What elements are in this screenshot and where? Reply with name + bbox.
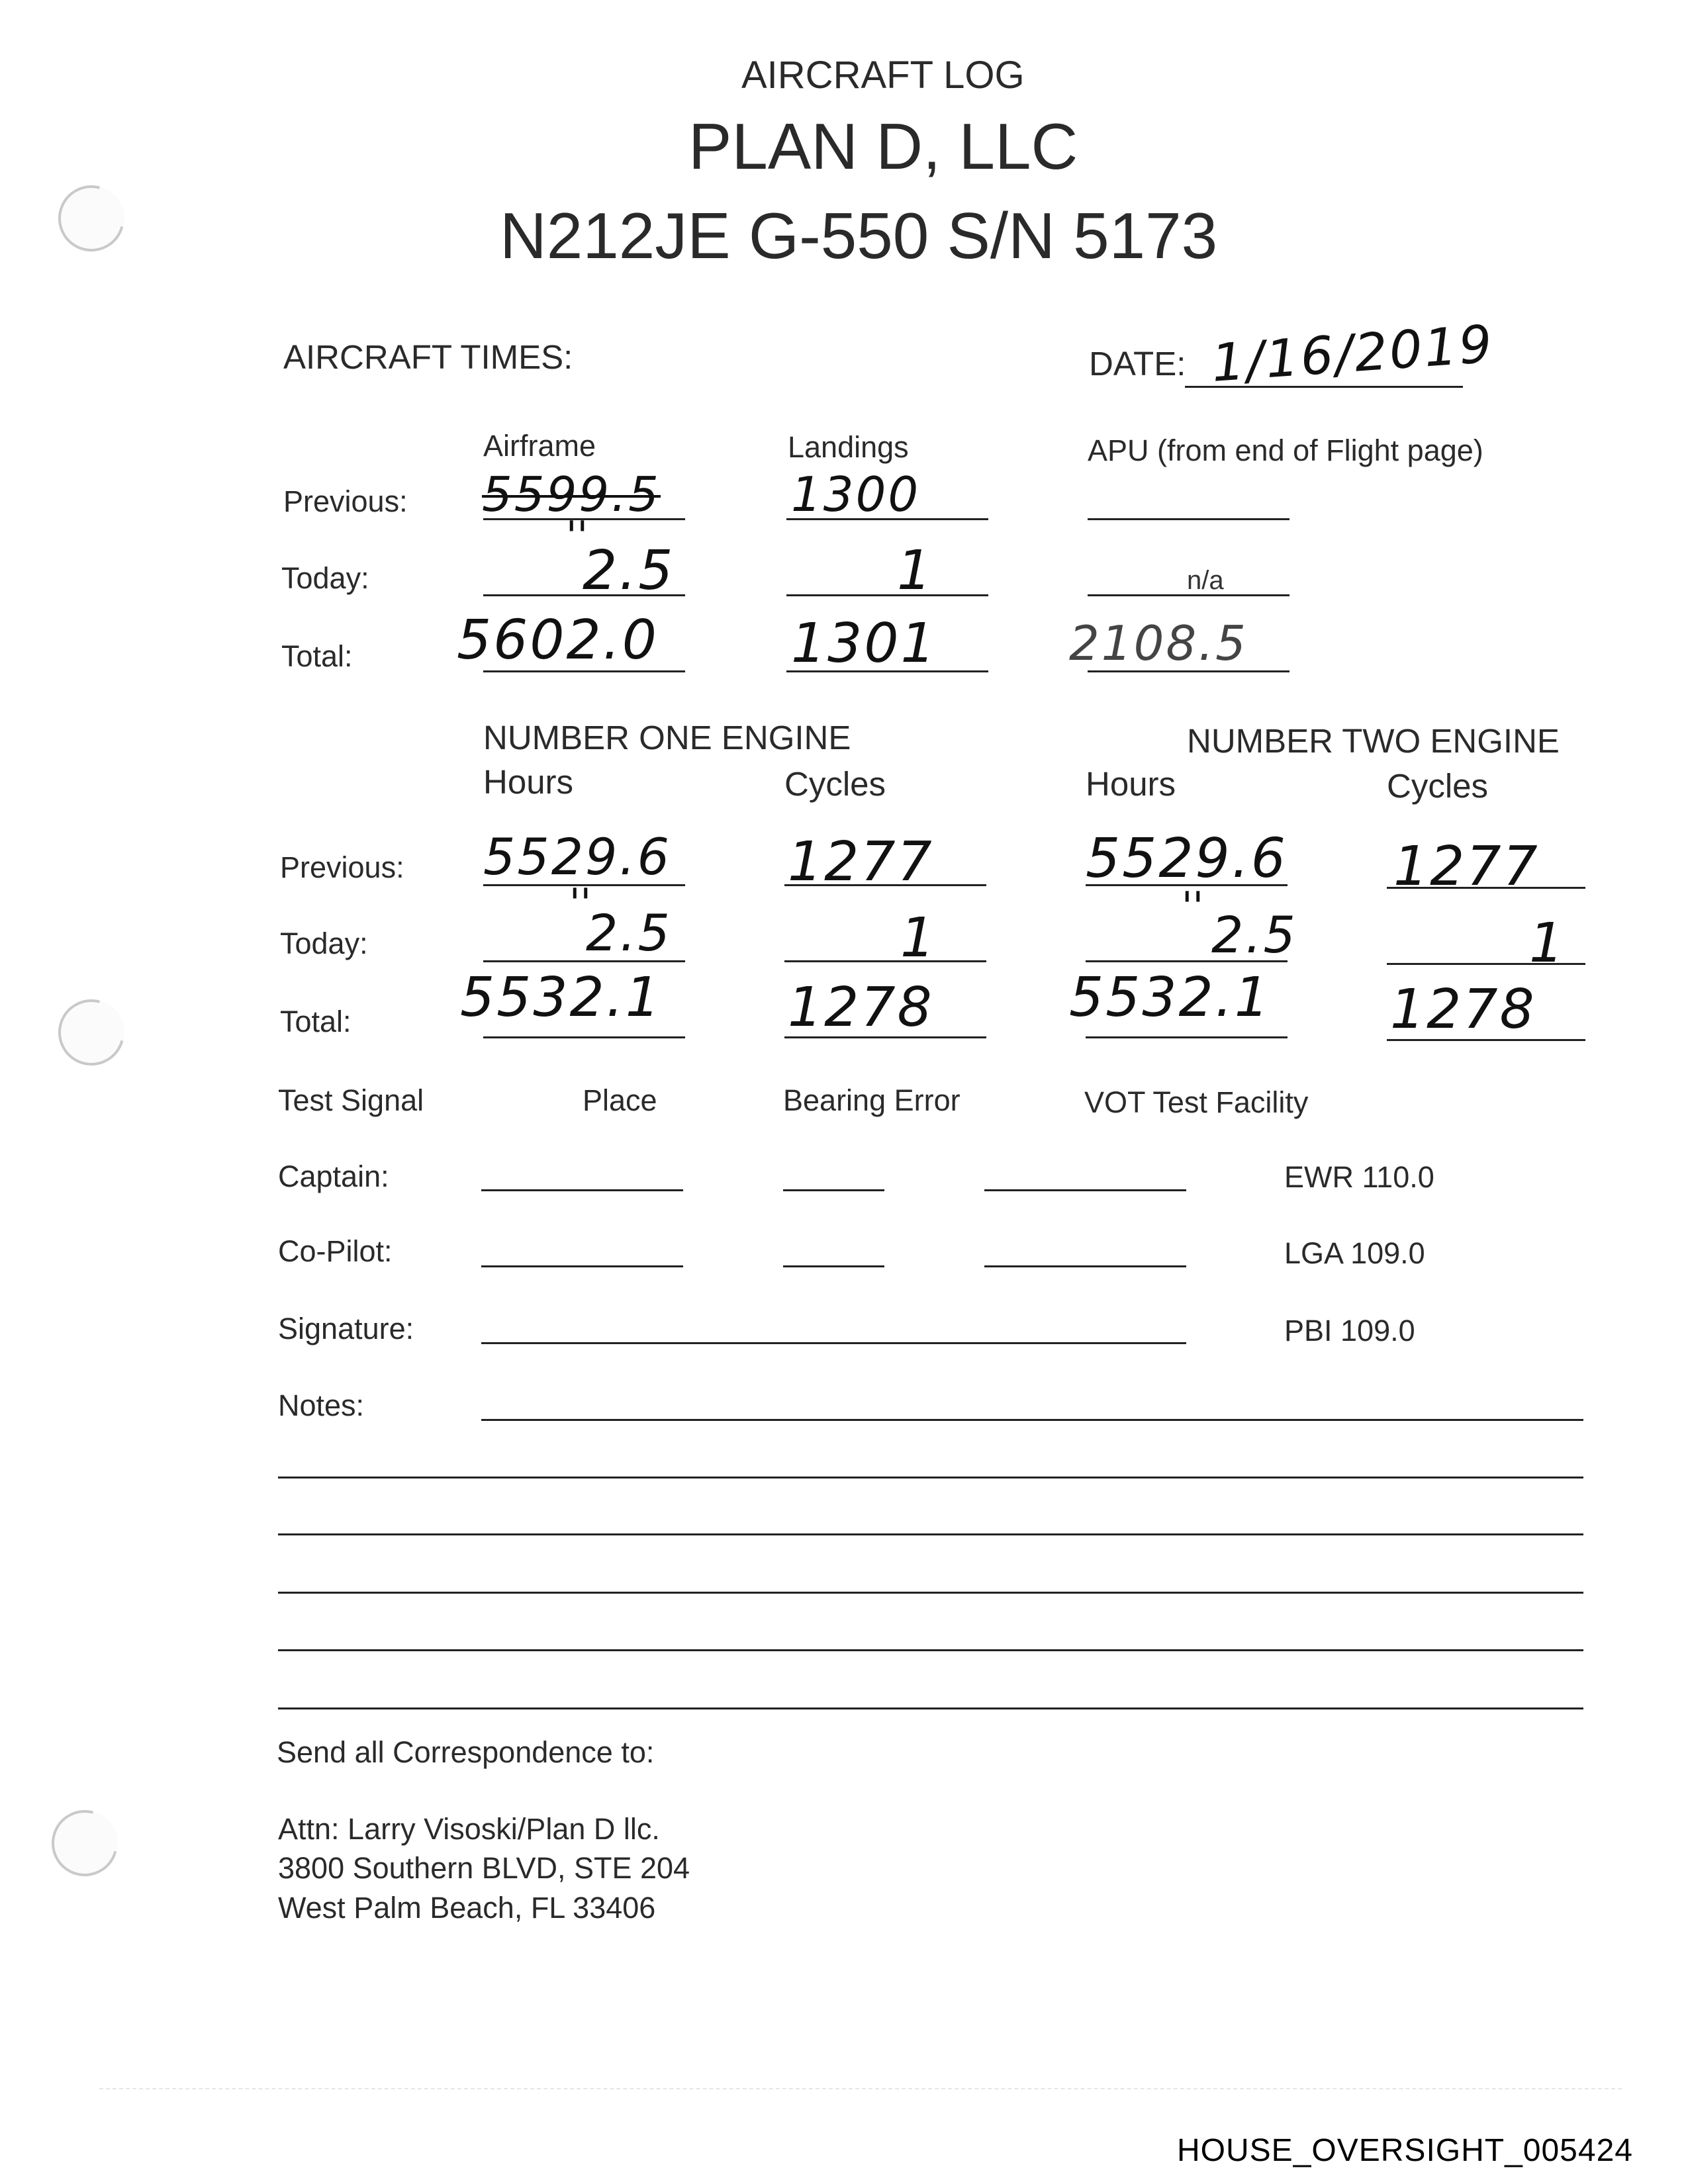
engine-two-cycles-previous-line bbox=[1387, 887, 1585, 889]
date-value: 1/16/2019 bbox=[1209, 314, 1496, 394]
col-airframe-label: Airframe bbox=[483, 429, 596, 463]
engine-one-cycles-label: Cycles bbox=[784, 765, 886, 803]
bearing-error-label: Bearing Error bbox=[783, 1083, 961, 1117]
airframe-today-line bbox=[483, 594, 685, 596]
copilot-place-line[interactable] bbox=[481, 1265, 683, 1267]
engine-two-cycles-total-line bbox=[1387, 1039, 1585, 1041]
notes-line-6[interactable] bbox=[278, 1707, 1583, 1709]
engine-two-hours-today-line bbox=[1086, 960, 1288, 962]
apu-today-value: n/a bbox=[1187, 566, 1224, 595]
engine-two-hours-today-marks: '' bbox=[1182, 884, 1203, 930]
landings-previous-line bbox=[786, 518, 988, 520]
form-title: AIRCRAFT LOG bbox=[741, 54, 1025, 97]
engine-one-hours-today-line bbox=[483, 960, 685, 962]
landings-total-value: 1301 bbox=[791, 612, 937, 675]
engine-one-hours-total: 5532.1 bbox=[460, 966, 662, 1029]
engine-one-cycles-previous: 1277 bbox=[788, 831, 934, 893]
scan-edge-line bbox=[99, 2088, 1622, 2089]
engine-one-title: NUMBER ONE ENGINE bbox=[483, 719, 851, 756]
engine-one-hours-today: 2.5 bbox=[586, 903, 672, 962]
airframe-previous-value: 5599.5 bbox=[482, 467, 661, 522]
facility-pbi: PBI 109.0 bbox=[1284, 1314, 1415, 1347]
engine-two-hours-label: Hours bbox=[1086, 765, 1176, 803]
airframe-today-value: 2.5 bbox=[583, 539, 675, 602]
landings-total-line bbox=[786, 670, 988, 672]
date-line bbox=[1185, 386, 1463, 388]
binder-hole-bottom bbox=[40, 1798, 130, 1889]
col-apu-label: APU (from end of Flight page) bbox=[1088, 433, 1483, 467]
notes-label: Notes: bbox=[278, 1388, 365, 1422]
engine-two-hours-total: 5532.1 bbox=[1069, 966, 1271, 1029]
engine-two-cycles-total: 1278 bbox=[1390, 978, 1536, 1041]
signature-line[interactable] bbox=[481, 1342, 1186, 1344]
engine-two-cycles-previous: 1277 bbox=[1393, 835, 1540, 898]
engine-one-cycles-total: 1278 bbox=[788, 976, 934, 1039]
apu-total-line bbox=[1088, 670, 1289, 672]
row-today-label: Today: bbox=[281, 561, 369, 595]
notes-line-5[interactable] bbox=[278, 1649, 1583, 1651]
landings-previous-value: 1300 bbox=[791, 467, 921, 522]
engine-one-cycles-today: 1 bbox=[900, 907, 937, 970]
landings-today-line bbox=[786, 594, 988, 596]
apu-total-value: 2108.5 bbox=[1069, 615, 1248, 671]
col-landings-label: Landings bbox=[788, 430, 909, 464]
airframe-today-marks: '' bbox=[566, 513, 588, 559]
aircraft-id: N212JE G-550 S/N 5173 bbox=[500, 199, 1218, 272]
engine-one-hours-previous: 5529.6 bbox=[483, 827, 671, 886]
row-previous-label: Previous: bbox=[283, 484, 408, 518]
place-label: Place bbox=[583, 1083, 657, 1117]
engine-one-cycles-total-line bbox=[784, 1036, 986, 1038]
engine-row-previous-label: Previous: bbox=[280, 850, 404, 884]
engine-one-cycles-today-line bbox=[784, 960, 986, 962]
engine-row-today-label: Today: bbox=[280, 927, 368, 960]
copilot-bearing-line[interactable] bbox=[783, 1265, 884, 1267]
engine-one-cycles-previous-line bbox=[784, 884, 986, 886]
engine-one-hours-label: Hours bbox=[483, 763, 574, 801]
correspondence-city: West Palm Beach, FL 33406 bbox=[278, 1891, 656, 1925]
binder-hole-top bbox=[46, 173, 137, 264]
notes-line-1[interactable] bbox=[481, 1419, 1583, 1421]
engine-two-cycles-today: 1 bbox=[1529, 912, 1566, 975]
notes-line-4[interactable] bbox=[278, 1592, 1583, 1594]
facility-lga: LGA 109.0 bbox=[1284, 1236, 1425, 1270]
airframe-previous-strikethrough bbox=[482, 495, 661, 498]
airframe-total-line bbox=[483, 670, 685, 672]
captain-bearing-line[interactable] bbox=[783, 1189, 884, 1191]
company-name: PLAN D, LLC bbox=[688, 110, 1078, 183]
engine-two-hours-previous: 5529.6 bbox=[1086, 827, 1288, 890]
correspondence-street: 3800 Southern BLVD, STE 204 bbox=[278, 1851, 690, 1885]
facility-ewr: EWR 110.0 bbox=[1284, 1160, 1434, 1194]
signature-label: Signature: bbox=[278, 1312, 414, 1345]
copilot-label: Co-Pilot: bbox=[278, 1234, 393, 1268]
copilot-facility-line[interactable] bbox=[984, 1265, 1186, 1267]
vot-facility-label: VOT Test Facility bbox=[1084, 1085, 1309, 1119]
binder-hole-middle bbox=[46, 987, 137, 1078]
engine-one-hours-total-line bbox=[483, 1036, 685, 1038]
notes-line-3[interactable] bbox=[278, 1533, 1583, 1535]
row-total-label: Total: bbox=[281, 639, 353, 673]
engine-two-cycles-today-line bbox=[1387, 963, 1585, 965]
correspondence-attn: Attn: Larry Visoski/Plan D llc. bbox=[278, 1812, 660, 1846]
correspondence-heading: Send all Correspondence to: bbox=[277, 1735, 655, 1769]
engine-two-cycles-label: Cycles bbox=[1387, 767, 1489, 805]
bates-number: HOUSE_OVERSIGHT_005424 bbox=[1177, 2133, 1633, 2168]
apu-previous-line bbox=[1088, 518, 1289, 520]
captain-place-line[interactable] bbox=[481, 1189, 683, 1191]
engine-row-total-label: Total: bbox=[280, 1005, 352, 1038]
engine-two-hours-total-line bbox=[1086, 1036, 1288, 1038]
engine-two-hours-today: 2.5 bbox=[1211, 905, 1297, 964]
test-signal-label: Test Signal bbox=[278, 1083, 424, 1117]
engine-two-title: NUMBER TWO ENGINE bbox=[1187, 722, 1560, 760]
apu-today-line bbox=[1088, 594, 1289, 596]
notes-line-2[interactable] bbox=[278, 1477, 1583, 1479]
landings-today-value: 1 bbox=[897, 539, 934, 602]
captain-label: Captain: bbox=[278, 1160, 389, 1193]
captain-facility-line[interactable] bbox=[984, 1189, 1186, 1191]
airframe-total-value: 5602.0 bbox=[457, 609, 659, 672]
engine-one-hours-today-marks: '' bbox=[569, 880, 591, 927]
aircraft-times-label: AIRCRAFT TIMES: bbox=[283, 338, 573, 376]
date-label: DATE: bbox=[1089, 345, 1186, 383]
